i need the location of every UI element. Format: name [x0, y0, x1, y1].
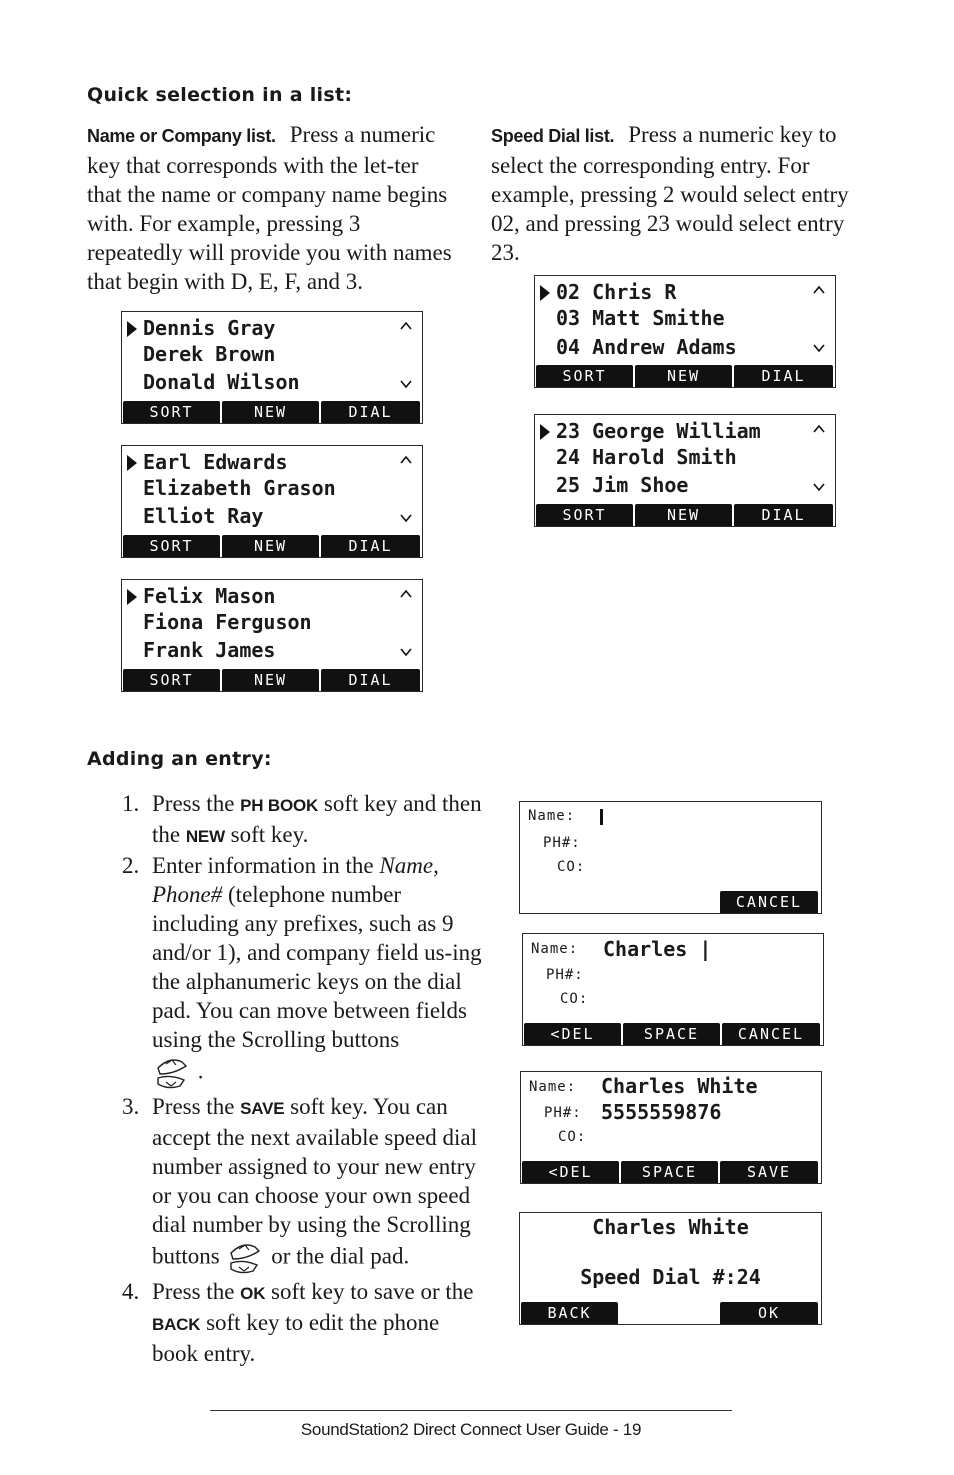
company-field-label: CO:	[560, 991, 589, 1007]
list-item: Elliot Ray	[143, 504, 264, 528]
scroll-down-icon	[400, 646, 412, 658]
footer-divider	[210, 1410, 732, 1411]
name-field-label: Name:	[529, 1079, 577, 1095]
quick-selection-heading: Quick selection in a list:	[87, 84, 353, 106]
scroll-up-icon	[400, 320, 412, 332]
list-item: Dennis Gray	[143, 316, 276, 340]
name-field-label: Name:	[528, 808, 576, 824]
text-cursor	[600, 809, 603, 825]
company-field-label: CO:	[558, 1129, 587, 1145]
lcd-speed-dial-23	[534, 414, 836, 527]
scroll-up-icon	[813, 423, 825, 435]
sort-softkey[interactable]: SORT	[123, 535, 220, 557]
space-softkey[interactable]: SPACE	[623, 1023, 720, 1045]
scroll-up-icon	[400, 588, 412, 600]
new-softkey[interactable]: NEW	[222, 669, 319, 691]
list-item: 02 Chris R	[556, 280, 677, 304]
dial-softkey[interactable]: DIAL	[734, 504, 833, 526]
new-softkey[interactable]: NEW	[635, 365, 732, 387]
list-item: 3. Press the SAVE soft key. You can accept the next available speed dial number assigned to your new entry or you can choose your own speed dial number by using the Scrolling buttons or the dial pad.	[122, 1092, 482, 1277]
list-item: 04 Andrew Adams	[556, 335, 737, 359]
list-item: Frank James	[143, 638, 276, 662]
lcd-entry-phone	[520, 1071, 822, 1184]
list-item: 23 George William	[556, 419, 761, 443]
adding-steps-list	[122, 789, 482, 1368]
list-item: Derek Brown	[143, 342, 276, 366]
selection-arrow-icon	[127, 589, 137, 605]
scrolling-buttons-icon	[225, 1239, 265, 1277]
list-item: Elizabeth Grason	[143, 476, 336, 500]
name-field-value: Charles White	[601, 1074, 758, 1098]
cancel-softkey[interactable]: CANCEL	[720, 891, 818, 913]
phone-field-label: PH#:	[544, 1105, 582, 1121]
sort-softkey[interactable]: SORT	[536, 365, 633, 387]
lcd-list-e	[121, 445, 423, 558]
space-softkey[interactable]: SPACE	[621, 1161, 718, 1183]
list-item: 4. Press the OK soft key to save or the BACK soft key to edit the phone book entry.	[122, 1279, 474, 1366]
lcd-list-d	[121, 311, 423, 424]
list-item: Earl Edwards	[143, 450, 288, 474]
list-item: Donald Wilson	[143, 370, 300, 394]
dial-softkey[interactable]: DIAL	[321, 535, 420, 557]
lcd-list-f	[121, 579, 423, 692]
phone-field-label: PH#:	[546, 967, 584, 983]
speed-dial-number: Speed Dial #:24	[580, 1265, 761, 1289]
selection-arrow-icon	[540, 424, 550, 440]
ok-softkey[interactable]: OK	[720, 1302, 818, 1324]
list-item: Felix Mason	[143, 584, 276, 608]
sort-softkey[interactable]: SORT	[123, 669, 220, 691]
page-footer: SoundStation2 Direct Connect User Guide - 19	[300, 1420, 642, 1439]
lcd-entry-name	[522, 933, 824, 1046]
scrolling-buttons-icon	[152, 1054, 192, 1092]
sort-softkey[interactable]: SORT	[123, 401, 220, 423]
name-company-label: Name or Company list.	[87, 126, 276, 146]
adding-entry-heading: Adding an entry:	[87, 748, 272, 770]
name-field-label: Name:	[531, 941, 579, 957]
lcd-speed-dial-confirm	[519, 1212, 822, 1325]
save-softkey[interactable]: SAVE	[720, 1161, 818, 1183]
list-item: 25 Jim Shoe	[556, 473, 689, 497]
list-item: 2. Enter information in the Name, Phone# (telephone number including any prefixes, such as 9 and/or 1), and company field us-ing the alphanumeric keys on the dial pad. You can move between fields using the Scrolling buttons .	[122, 851, 482, 1092]
new-key-text: NEW	[185, 827, 225, 846]
scroll-down-icon	[400, 378, 412, 390]
list-item: 24 Harold Smith	[556, 445, 737, 469]
dial-softkey[interactable]: DIAL	[321, 401, 420, 423]
sort-softkey[interactable]: SORT	[536, 504, 633, 526]
list-item: 03 Matt Smithe	[556, 306, 725, 330]
ok-key-text: OK	[240, 1284, 266, 1303]
new-softkey[interactable]: NEW	[635, 504, 732, 526]
lcd-speed-dial-02	[534, 275, 836, 388]
selection-arrow-icon	[540, 285, 550, 301]
dial-softkey[interactable]: DIAL	[321, 669, 420, 691]
phone-field-value: 5555559876	[601, 1100, 722, 1124]
entry-name: Charles White	[592, 1215, 749, 1239]
scroll-down-icon	[813, 342, 825, 354]
list-item: 1. Press the PH BOOK soft key and then the NEW soft key.	[122, 791, 482, 847]
new-softkey[interactable]: NEW	[222, 535, 319, 557]
selection-arrow-icon	[127, 321, 137, 337]
back-softkey[interactable]: BACK	[521, 1302, 618, 1324]
back-key-text: BACK	[152, 1315, 201, 1334]
speed-dial-text: Press a numeric key to select the corresponding entry. For example, pressing 2 would select entry 02, and pressing 23 would select entry 23.	[491, 122, 849, 265]
scroll-down-icon	[813, 481, 825, 493]
delete-softkey[interactable]: <DEL	[522, 1161, 619, 1183]
scroll-up-icon	[813, 284, 825, 296]
lcd-entry-blank	[519, 801, 822, 914]
name-field-value: Charles |	[603, 937, 712, 961]
speed-dial-paragraph	[491, 120, 871, 267]
scroll-down-icon	[400, 512, 412, 524]
save-key-text: SAVE	[240, 1099, 285, 1118]
new-softkey[interactable]: NEW	[222, 401, 319, 423]
dial-softkey[interactable]: DIAL	[734, 365, 833, 387]
name-company-paragraph	[87, 120, 455, 296]
speed-dial-label: Speed Dial list.	[491, 126, 615, 146]
selection-arrow-icon	[127, 455, 137, 471]
list-item: Fiona Ferguson	[143, 610, 312, 634]
delete-softkey[interactable]: <DEL	[524, 1023, 621, 1045]
ph-book-key-text: PH BOOK	[240, 796, 319, 815]
name-company-text: Press a numeric key that corresponds with the let-ter that the name or company name begins with. For example, pressing 3 repeatedly will provide you with names that begin with D, E, F, and 3.	[87, 122, 452, 294]
scroll-up-icon	[400, 454, 412, 466]
phone-field-label: PH#:	[543, 835, 581, 851]
company-field-label: CO:	[557, 859, 586, 875]
cancel-softkey[interactable]: CANCEL	[722, 1023, 820, 1045]
